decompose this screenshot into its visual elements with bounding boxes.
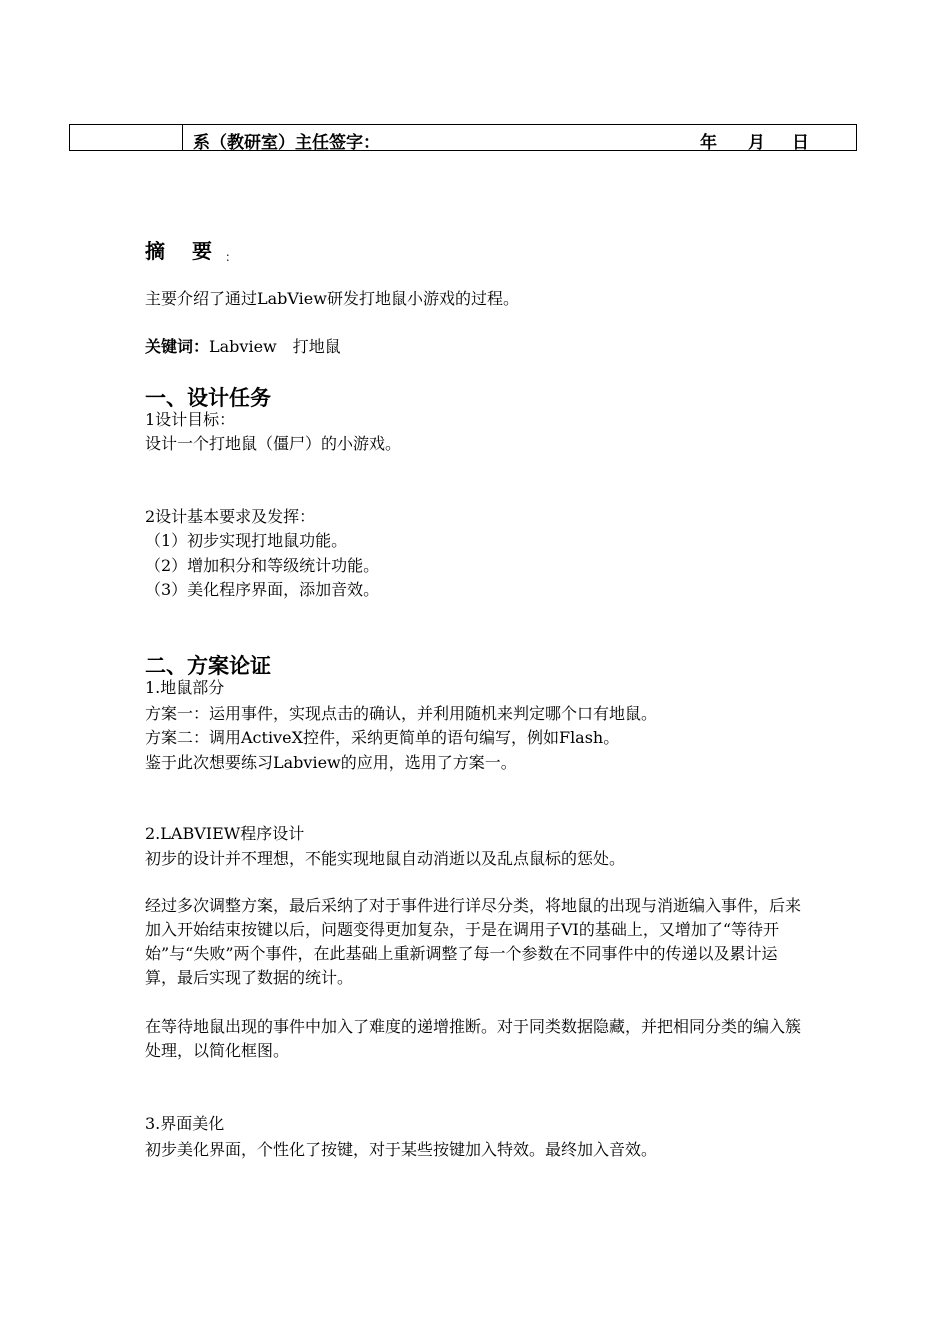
design-goal-text: 设计一个打地鼠（僵尸）的小游戏。: [145, 434, 402, 453]
labview-design-paragraph: 在等待地鼠出现的事件中加入了难度的递增推断。对于同类数据隐藏，并把相同分类的编入簇处理，以简化框图。: [145, 1017, 802, 1060]
date-year: 年: [700, 133, 717, 153]
requirements-title: 2设计基本要求及发挥：: [145, 507, 316, 526]
labview-design-title: 2.LABVIEW程序设计: [145, 824, 305, 843]
labview-design-paragraph: 经过多次调整方案，最后采纳了对于事件进行详尽分类，将地鼠的出现与消逝编入事件，后来加入开始结束按键以后，问题变得更加复杂，于是在调用子VI的基础上，又增加了“等待开始”与“失败”两个事件，在此基础上重新调整了每一个参数在不同事件中的传递以及累计运算，最后实现了数据的统计。: [145, 896, 802, 987]
ui-beautify-title: 3.界面美化: [145, 1114, 225, 1133]
requirement-item: （1）初步实现打地鼠功能。: [145, 531, 348, 550]
keywords-text: Labview 打地鼠: [209, 337, 341, 356]
mouse-part-title: 1.地鼠部分: [145, 678, 225, 697]
labview-design-line: 初步的设计并不理想，不能实现地鼠自动消逝以及乱点鼠标的惩处。: [145, 849, 626, 868]
date-month: 月: [748, 133, 765, 153]
requirement-item: （2）增加积分和等级统计功能。: [145, 556, 380, 575]
signature-table: [69, 124, 857, 151]
keywords-label: 关键词：: [145, 337, 210, 356]
mouse-part-line: 方案二：调用ActiveX控件，采纳更简单的语句编写，例如Flash。: [145, 728, 620, 747]
requirement-item: （3）美化程序界面，添加音效。: [145, 580, 380, 599]
abstract-heading: 摘 要: [145, 239, 222, 263]
abstract-text: 主要介绍了通过LabView研发打地鼠小游戏的过程。: [145, 289, 519, 308]
abstract-colon: ：: [225, 250, 238, 264]
section2-heading: 二、方案论证: [145, 654, 271, 678]
mouse-part-line: 方案一：运用事件，实现点击的确认，并利用随机来判定哪个口有地鼠。: [145, 704, 658, 723]
keywords-line: [145, 336, 341, 358]
mouse-part-line: 鉴于此次想要练习Labview的应用，选用了方案一。: [145, 753, 517, 772]
signature-label: 系（教研室）主任签字：: [193, 133, 380, 153]
ui-beautify-line: 初步美化界面，个性化了按键，对于某些按键加入特效。最终加入音效。: [145, 1140, 658, 1159]
date-day: 日: [792, 133, 809, 153]
section1-heading: 一、设计任务: [145, 386, 271, 410]
signature-table-empty-cell: [70, 125, 183, 150]
design-goal-title: 1设计目标：: [145, 410, 236, 429]
